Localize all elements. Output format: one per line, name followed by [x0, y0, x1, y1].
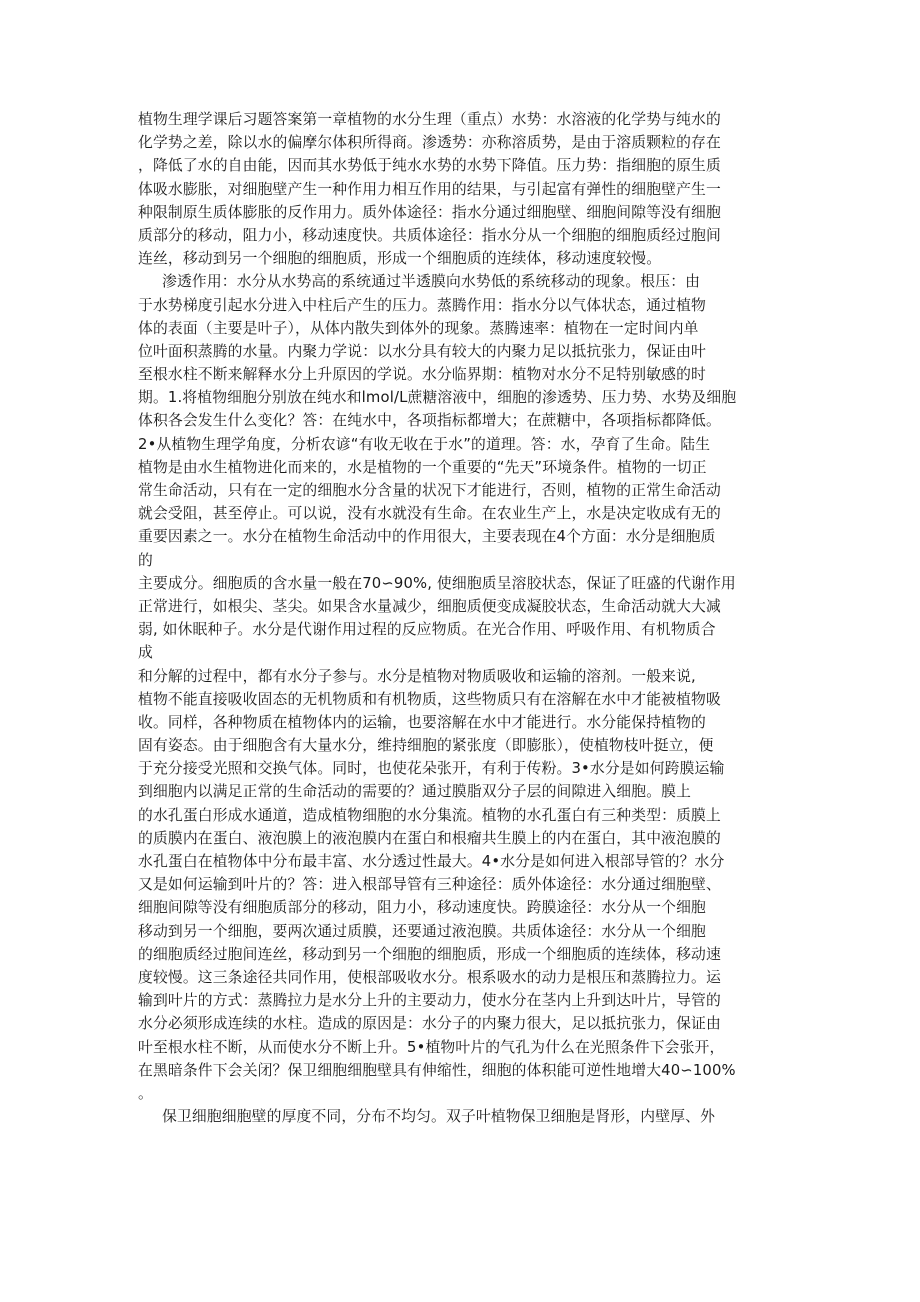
text-line: 细胞间隙等没有细胞质部分的移动，阻力小，移动速度快。跨膜途径：水分从一个细胞	[138, 899, 706, 917]
text-line: 固有姿态。由于细胞含有大量水分，维持细胞的紧张度（即膨胀），使植物枝叶挺立，便	[138, 737, 714, 755]
text-line: 期。1.将植物细胞分别放在纯水和lmol/L蔗糖溶液中，细胞的渗透势、压力势、水势及细胞	[138, 389, 737, 407]
text-line: 移动到另一个细胞，要两次通过质膜，还要通过液泡膜。共质体途径：水分从一个细胞	[138, 922, 706, 940]
text-line: 输到叶片的方式：蒸腾拉力是水分上升的主要动力，使水分在茎内上升到达叶片，导管的	[138, 992, 721, 1010]
text-line: 到细胞内以满足正常的生命活动的需要的？通过膜脂双分子层的间隙进入细胞。膜上	[138, 783, 692, 801]
text-line: 主要成分。细胞质的含水量一般在70∽90%, 使细胞质呈溶胶状态，保证了旺盛的代谢作用	[138, 574, 736, 592]
text-line: 水孔蛋白在植物体中分布最丰富、水分透过性最大。4•水分是如何进入根部导管的？水分	[138, 853, 725, 870]
text-line: 弱, 如休眠种子。水分是代谢作用过程的反应物质。在光合作用、呼吸作用、有机物质合	[138, 621, 716, 639]
text-line: 种限制原生质体膨胀的反作用力。质外体途径：指水分通过细胞壁、细胞间隙等没有细胞	[138, 203, 721, 221]
text-line: 叶至根水柱不断，从而使水分不断上升。5•植物叶片的气孔为什么在光照条件下会张开，	[138, 1038, 725, 1056]
text-line: ，降低了水的自由能，因而其水势低于纯水水势的水势下降值。压力势：指细胞的原生质	[138, 157, 721, 175]
text-line: 收。同样，各种物质在植物体内的运输，也要溶解在水中才能进行。水分能保持植物的	[138, 713, 706, 731]
text-line: 在黑暗条件下会关闭？保卫细胞细胞壁具有伸缩性，细胞的体积能可逆性地增大40∽100%	[138, 1061, 736, 1079]
text-line: 正常进行，如根尖、茎尖。如果含水量减少，细胞质便变成凝胶状态，生命活动就大大减	[138, 597, 721, 615]
text-line: 质部分的移动，阻力小，移动速度快。共质体途径：指水分从一个细胞的细胞质经过胞间	[138, 226, 721, 244]
text-line: 体吸水膨胀，对细胞壁产生一种作用力相互作用的结果，与引起富有弹性的细胞壁产生一	[138, 180, 721, 198]
text-line: 成	[138, 644, 153, 662]
text-line: 体积各会发生什么变化？答：在纯水中，各项指标都增大；在蔗糖中，各项指标都降低。	[138, 412, 721, 430]
text-line: 的细胞质经过胞间连丝，移动到另一个细胞的细胞质，形成一个细胞质的连续体，移动速	[138, 945, 721, 963]
text-line: 位叶面积蒸腾的水量。内聚力学说：以水分具有较大的内聚力足以抵抗张力，保证由叶	[138, 342, 706, 360]
text-line: 又是如何运输到叶片的？答：进入根部导管有三种途径：质外体途径：水分通过细胞壁、	[138, 876, 721, 894]
text-line: 的水孔蛋白形成水通道，造成植物细胞的水分集流。植物的水孔蛋白有三种类型：质膜上	[138, 806, 721, 824]
text-line: 保卫细胞细胞壁的厚度不同，分布不均匀。双子叶植物保卫细胞是肾形，内壁厚、外	[162, 1108, 716, 1126]
text-line: 的质膜内在蛋白、液泡膜上的液泡膜内在蛋白和根瘤共生膜上的内在蛋白，其中液泡膜的	[138, 829, 721, 847]
text-line: 就会受阻，甚至停止。可以说，没有水就没有生命。在农业生产上，水是决定收成有无的	[138, 505, 721, 523]
text-line: 和分解的过程中，都有水分子参与。水分是植物对物质吸收和运输的溶剂。一般来说,	[138, 667, 696, 685]
text-line: 植物生理学课后习题答案第一章植物的水分生理（重点）水势：水溶液的化学势与纯水的	[138, 111, 721, 128]
text-line: 度较慢。这三条途径共同作用，使根部吸收水分。根系吸水的动力是根压和蒸腾拉力。运	[138, 968, 721, 986]
text-line: 2•从植物生理学角度，分析农谚“有收无收在于水”的道理。答：水，孕育了生命。陆生	[138, 435, 711, 453]
text-line: 重要因素之一。水分在植物生命活动中的作用很大，主要表现在4个方面：水分是细胞质	[138, 528, 716, 546]
text-line: 植物是由水生植物进化而来的，水是植物的一个重要的“先天”环境条件。植物的一切正	[138, 458, 707, 476]
text-line: 于充分接受光照和交换气体。同时，也使花朵张开，有利于传粉。3•水分是如何跨膜运输	[138, 760, 725, 778]
text-line: 植物不能直接吸收固态的无机物质和有机物质，这些物质只有在溶解在水中才能被植物吸	[138, 690, 721, 708]
text-line: 水分必须形成连续的水柱。造成的原因是：水分子的内聚力很大，足以抵抗张力，保证由	[138, 1015, 721, 1033]
text-line: 渗透作用：水分从水势高的系统通过半透膜向水势低的系统移动的现象。根压：由	[162, 273, 701, 291]
text-line: 化学势之差，除以水的偏摩尔体积所得商。渗透势：亦称溶质势，是由于溶质颗粒的存在	[138, 134, 721, 152]
text-line: 连丝，移动到另一个细胞的细胞质，形成一个细胞质的连续体，移动速度较慢。	[138, 250, 662, 268]
text-line: 至根水柱不断来解释水分上升原因的学说。水分临界期：植物对水分不足特别敏感的时	[138, 366, 706, 384]
text-line: 体的表面（主要是叶子），从体内散失到体外的现象。蒸腾速率：植物在一定时间内单	[138, 319, 699, 337]
document-body	[138, 108, 790, 1128]
text-line: 的	[138, 551, 153, 569]
text-line: 常生命活动，只有在一定的细胞水分含量的状况下才能进行，否则，植物的正常生命活动	[138, 482, 721, 499]
text-line: 。	[138, 1084, 153, 1102]
text-line: 于水势梯度引起水分进入中柱后产生的压力。蒸腾作用：指水分以气体状态，通过植物	[138, 296, 706, 314]
